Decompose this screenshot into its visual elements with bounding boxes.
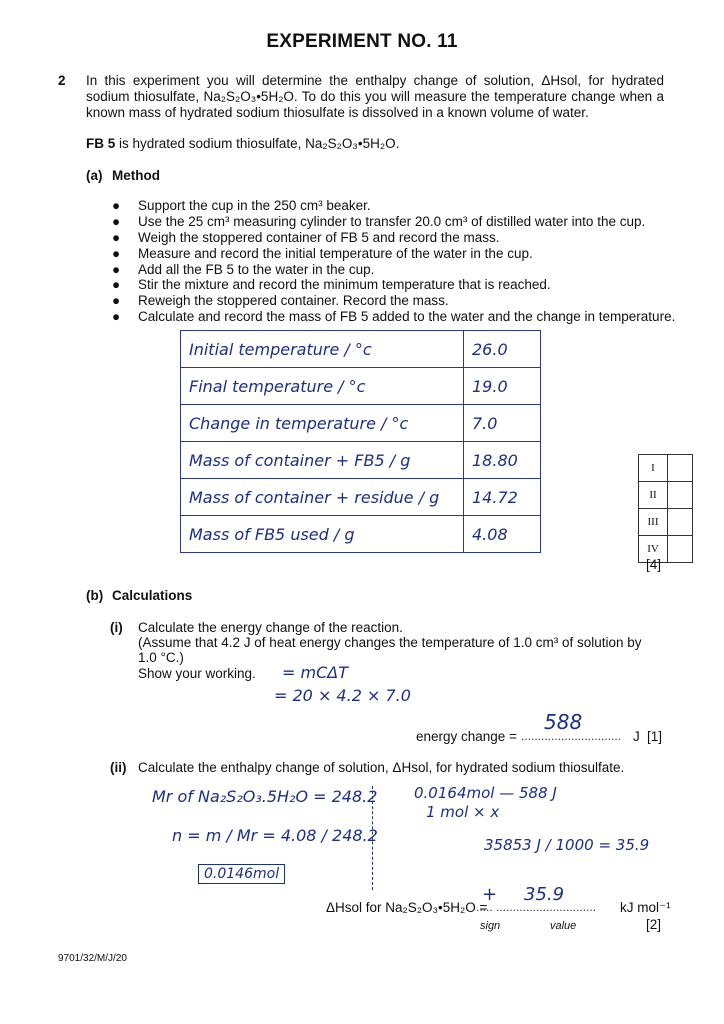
marks-a: [4] — [646, 557, 662, 572]
b-i-line4: Show your working. — [138, 666, 256, 681]
method-step: Calculate and record the mass of FB 5 added to the water and the change in temperature. — [138, 309, 676, 324]
part-b-label: (b) — [86, 588, 104, 603]
b-i-line3: 1.0 °C.) — [138, 650, 184, 665]
bullet-icon: ● — [112, 198, 121, 213]
table-cell-value: 14.72 — [464, 479, 541, 516]
b-ii-ratio-1: 0.0164mol — 588 J — [414, 784, 557, 802]
bullet-icon: ● — [112, 214, 121, 229]
marks-grid-box — [668, 509, 693, 536]
intro-paragraph: In this experiment you will determine the enthalpy change of solution, ΔHsol, for hydrated sodium thiosulfate, Na₂S₂O₃•5H₂O. To do this you will measure the temperature change when a known mass of hydrated sodium thiosulfate is dissolved in a known volume of water. — [86, 73, 664, 120]
marks-b-i: [1] — [647, 729, 663, 744]
part-a-heading: Method — [112, 168, 160, 183]
method-step: Add all the FB 5 to the water in the cup. — [138, 262, 375, 277]
table-cell-label: Mass of container + FB5 / g — [181, 442, 464, 479]
results-table — [180, 330, 541, 553]
method-step: Use the 25 cm³ measuring cylinder to transfer 20.0 cm³ of distilled water into the cup. — [138, 214, 646, 229]
table-row — [181, 516, 541, 553]
b-i-working-1: = mCΔT — [282, 663, 348, 682]
enthalpy-answer-label: ΔHsol for Na₂S₂O₃•5H₂O = — [326, 900, 488, 915]
method-step: Weigh the stoppered container of FB 5 and record the mass. — [138, 230, 500, 245]
energy-change-unit: J — [633, 729, 640, 744]
bullet-icon: ● — [112, 262, 121, 277]
table-row — [181, 405, 541, 442]
sign-caption: sign — [480, 920, 501, 932]
marks-grid — [638, 454, 693, 563]
b-ii-working-result: 0.0146mol — [198, 864, 285, 884]
fb5-text: is hydrated sodium thiosulfate, Na₂S₂O₃•5H₂O. — [115, 136, 400, 151]
method-step: Reweigh the stoppered container. Record the mass. — [138, 293, 449, 308]
method-step: Stir the mixture and record the minimum temperature that is reached. — [138, 277, 551, 292]
part-a-label: (a) — [86, 168, 103, 183]
working-divider — [372, 786, 373, 890]
table-cell-label: Change in temperature / °c — [181, 405, 464, 442]
table-cell-label: Mass of FB5 used / g — [181, 516, 464, 553]
b-i-working-2: = 20 × 4.2 × 7.0 — [274, 686, 411, 705]
fb5-description — [86, 136, 664, 152]
table-cell-value: 7.0 — [464, 405, 541, 442]
value-caption: value — [550, 920, 577, 932]
method-step: Measure and record the initial temperature of the water in the cup. — [138, 246, 533, 261]
energy-change-label: energy change = — [416, 729, 517, 744]
bullet-icon: ● — [112, 277, 121, 292]
marks-grid-label: IV — [639, 536, 668, 563]
marks-grid-label: III — [639, 509, 668, 536]
bullet-icon: ● — [112, 230, 121, 245]
table-cell-value: 26.0 — [464, 331, 541, 368]
bullet-icon: ● — [112, 309, 121, 324]
bullet-icon: ● — [112, 293, 121, 308]
b-i-line1: Calculate the energy change of the reaction. — [138, 620, 403, 635]
question-number: 2 — [58, 73, 66, 88]
table-cell-value: 19.0 — [464, 368, 541, 405]
table-cell-value: 18.80 — [464, 442, 541, 479]
b-i-line2: (Assume that 4.2 J of heat energy changes the temperature of 1.0 cm³ of solution by — [138, 635, 642, 650]
table-row — [181, 368, 541, 405]
table-row — [181, 479, 541, 516]
marks-grid-box — [668, 455, 693, 482]
table-row — [181, 442, 541, 479]
b-ii-label: (ii) — [110, 760, 127, 775]
b-ii-working-n: n = m / Mr = 4.08 / 248.2 — [172, 826, 378, 845]
marks-grid-label: I — [639, 455, 668, 482]
method-step: Support the cup in the 250 cm³ beaker. — [138, 198, 371, 213]
energy-change-dots: .............................. — [521, 729, 622, 743]
enthalpy-sign: + — [482, 884, 498, 905]
energy-change-value: 588 — [544, 710, 583, 734]
enthalpy-unit: kJ mol⁻¹ — [620, 900, 671, 915]
enthalpy-value: 35.9 — [524, 884, 565, 905]
enthalpy-answer-dots: ..... .............................. — [476, 900, 597, 914]
table-cell-label: Final temperature / °c — [181, 368, 464, 405]
b-ii-working-mr: Mr of Na₂S₂O₃.5H₂O = 248.2 — [152, 787, 378, 806]
b-ii-text: Calculate the enthalpy change of solution, ΔHsol, for hydrated sodium thiosulfate. — [138, 760, 625, 775]
marks-grid-box — [668, 482, 693, 509]
b-i-label: (i) — [110, 620, 123, 635]
b-ii-ratio-2: 1 mol × x — [426, 803, 500, 821]
table-cell-label: Mass of container + residue / g — [181, 479, 464, 516]
footer-code: 9701/32/M/J/20 — [58, 953, 127, 964]
b-ii-ratio-3: 35853 J / 1000 = 35.9 — [484, 836, 650, 854]
page-title: EXPERIMENT NO. 11 — [266, 31, 458, 52]
marks-grid-box — [668, 536, 693, 563]
table-cell-value: 4.08 — [464, 516, 541, 553]
part-b-heading: Calculations — [112, 588, 193, 603]
fb5-label: FB 5 — [86, 136, 116, 151]
marks-b-ii: [2] — [646, 917, 662, 932]
table-row — [181, 331, 541, 368]
marks-grid-label: II — [639, 482, 668, 509]
table-cell-label: Initial temperature / °c — [181, 331, 464, 368]
bullet-icon: ● — [112, 246, 121, 261]
